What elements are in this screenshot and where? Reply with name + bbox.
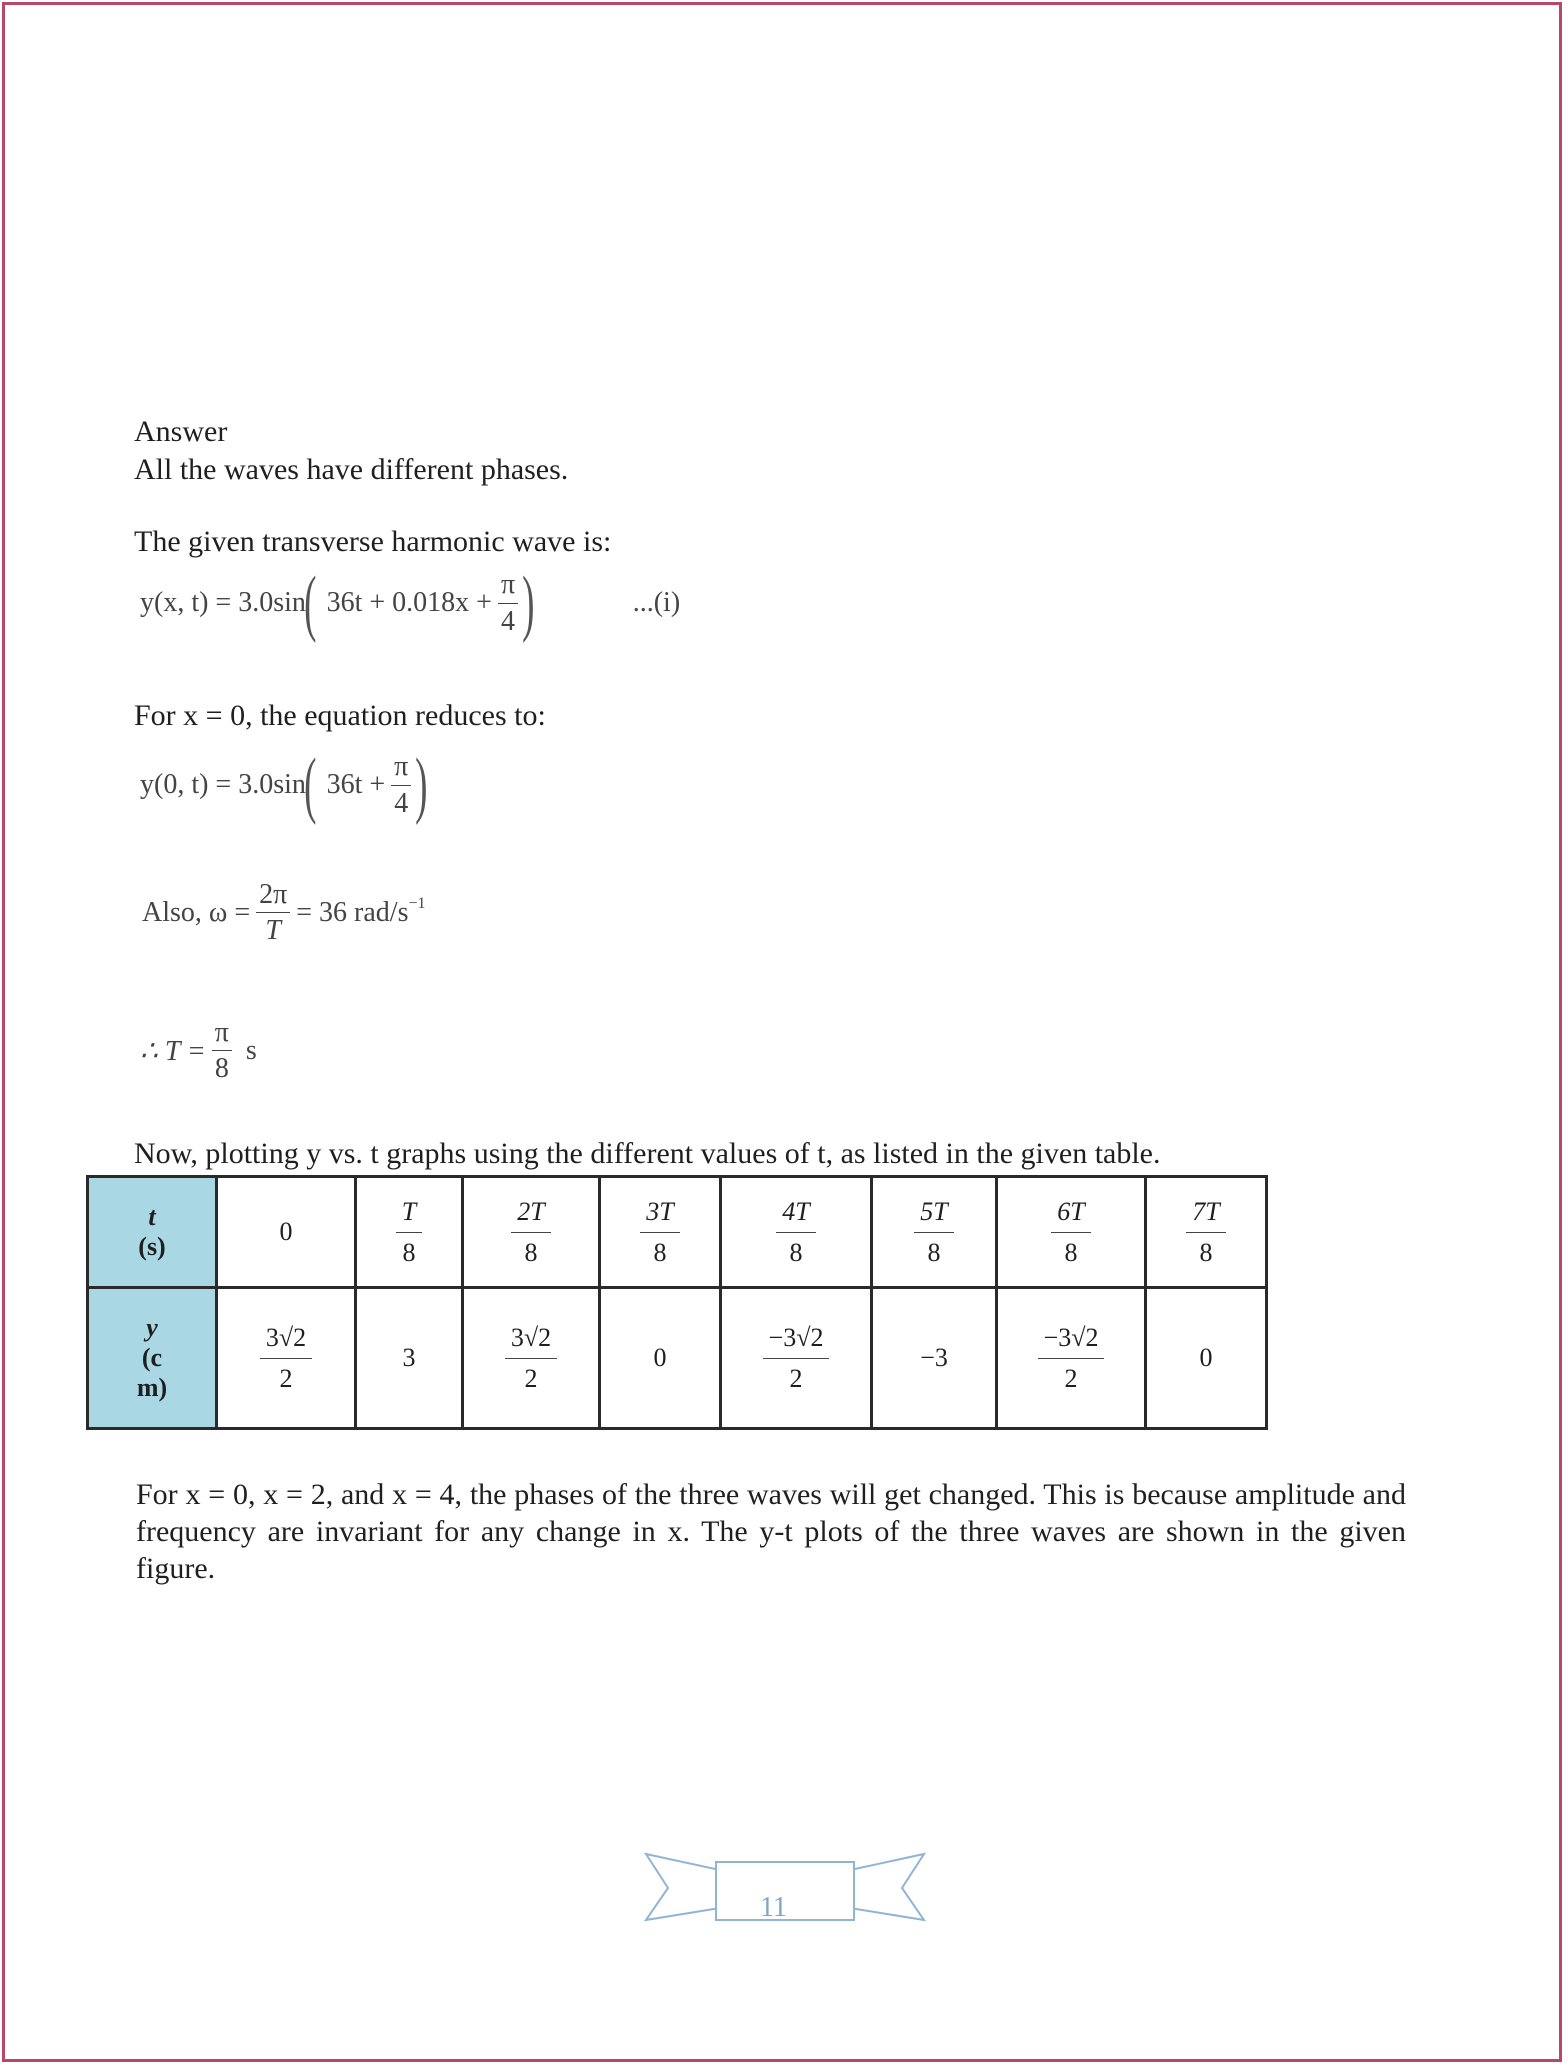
pi-over-4 — [391, 752, 411, 818]
eq3-exponent: −1 — [408, 894, 426, 912]
eq3-den: T — [265, 915, 281, 947]
page-number: 11 — [760, 1892, 787, 1923]
time-header-var: t — [148, 1202, 156, 1231]
eq4-den: 8 — [214, 1053, 229, 1085]
two-pi-over-t — [256, 880, 290, 946]
displacement-cell — [463, 1288, 600, 1429]
y-den: 2 — [524, 1363, 538, 1393]
eq2-four: 4 — [394, 787, 409, 819]
displacement-row — [88, 1288, 1267, 1429]
displacement-header — [88, 1288, 217, 1429]
time-cell — [721, 1177, 872, 1288]
y-den: 2 — [279, 1363, 293, 1393]
eq3-num: 2π — [256, 880, 290, 913]
time-header — [88, 1177, 217, 1288]
given-wave-text: The given transverse harmonic wave is: — [134, 525, 612, 558]
time-den: 8 — [1199, 1237, 1213, 1267]
ribbon-left-tail — [646, 1854, 720, 1920]
eq1-four: 4 — [501, 605, 515, 637]
time-num: 3T — [640, 1196, 679, 1232]
time-num: 6T — [1051, 1196, 1090, 1232]
displacement-cell — [997, 1288, 1146, 1429]
time-row — [88, 1177, 1267, 1288]
time-num: 4T — [776, 1196, 815, 1232]
eq4-num: π — [212, 1018, 232, 1051]
eq2-lhs: y(0, t) = 3.0sin — [140, 769, 306, 800]
time-num: 5T — [914, 1196, 953, 1232]
y-num: 3√2 — [260, 1322, 312, 1358]
time-cell — [997, 1177, 1146, 1288]
eq2-pi: π — [391, 752, 411, 785]
y-den: 2 — [1064, 1363, 1078, 1393]
eq1-lhs: y(x, t) = 3.0sin — [140, 587, 306, 618]
eq1-tag: ...(i) — [632, 587, 681, 618]
time-den: 8 — [927, 1237, 941, 1267]
values-table — [86, 1175, 1268, 1430]
right-paren: ) — [415, 744, 428, 826]
eq3-prefix: Also, ω = — [142, 896, 251, 928]
displacement-cell: −3 — [872, 1288, 997, 1429]
period-equation — [140, 1018, 257, 1084]
ribbon-right-tail — [850, 1854, 924, 1920]
displacement-cell — [721, 1288, 872, 1429]
time-header-unit: (s) — [138, 1232, 166, 1261]
displacement-cell: 3 — [356, 1288, 463, 1429]
displacement-header-var: y — [146, 1313, 158, 1342]
y-den: 2 — [789, 1363, 803, 1393]
eq1-pi: π — [498, 570, 518, 603]
time-cell — [1146, 1177, 1267, 1288]
displacement-cell: 0 — [1146, 1288, 1267, 1429]
time-den: 8 — [402, 1237, 416, 1267]
eq4-unit: s — [245, 1034, 257, 1066]
time-den: 8 — [653, 1237, 667, 1267]
time-den: 8 — [1064, 1237, 1078, 1267]
displacement-header-l3: m) — [136, 1373, 168, 1402]
pi-over-8 — [212, 1018, 232, 1084]
reduced-equation — [140, 744, 428, 826]
left-paren: ( — [304, 562, 317, 644]
y-num: −3√2 — [1038, 1322, 1105, 1358]
time-num: 2T — [511, 1196, 550, 1232]
displacement-cell — [217, 1288, 356, 1429]
eq3-suffix: = 36 rad/s — [296, 896, 409, 928]
intro-text: All the waves have different phases. — [134, 453, 569, 486]
plotting-text: Now, plotting y vs. t graphs using the different values of t, as listed in the given table. — [134, 1137, 1161, 1170]
time-num: T — [396, 1196, 422, 1232]
displacement-cell: 0 — [600, 1288, 721, 1429]
y-num: −3√2 — [763, 1322, 830, 1358]
pi-over-4 — [498, 570, 518, 636]
for-x0-text: For x = 0, the equation reduces to: — [134, 699, 546, 732]
wave-equation — [140, 562, 681, 644]
eq2-inner: 36t + — [326, 769, 386, 800]
closing-paragraph: For x = 0, x = 2, and x = 4, the phases of the three waves will get changed. This is because amplitude and frequency are invariant for any change in x. The y-t plots of the three waves are shown in the given figure. — [136, 1478, 1406, 1585]
omega-equation — [142, 880, 426, 946]
time-cell — [600, 1177, 721, 1288]
right-paren: ) — [522, 562, 535, 644]
y-num: 3√2 — [505, 1322, 557, 1358]
answer-label: Answer — [134, 415, 228, 448]
time-cell — [356, 1177, 463, 1288]
time-den: 8 — [789, 1237, 803, 1267]
time-cell — [463, 1177, 600, 1288]
eq4-prefix: ∴ T = — [140, 1035, 206, 1067]
left-paren: ( — [304, 744, 317, 826]
displacement-header-l2: (c — [141, 1343, 163, 1372]
time-den: 8 — [524, 1237, 538, 1267]
eq1-inner: 36t + 0.018x + — [326, 587, 492, 618]
time-cell: 0 — [217, 1177, 356, 1288]
time-num: 7T — [1186, 1196, 1225, 1232]
time-cell — [872, 1177, 997, 1288]
